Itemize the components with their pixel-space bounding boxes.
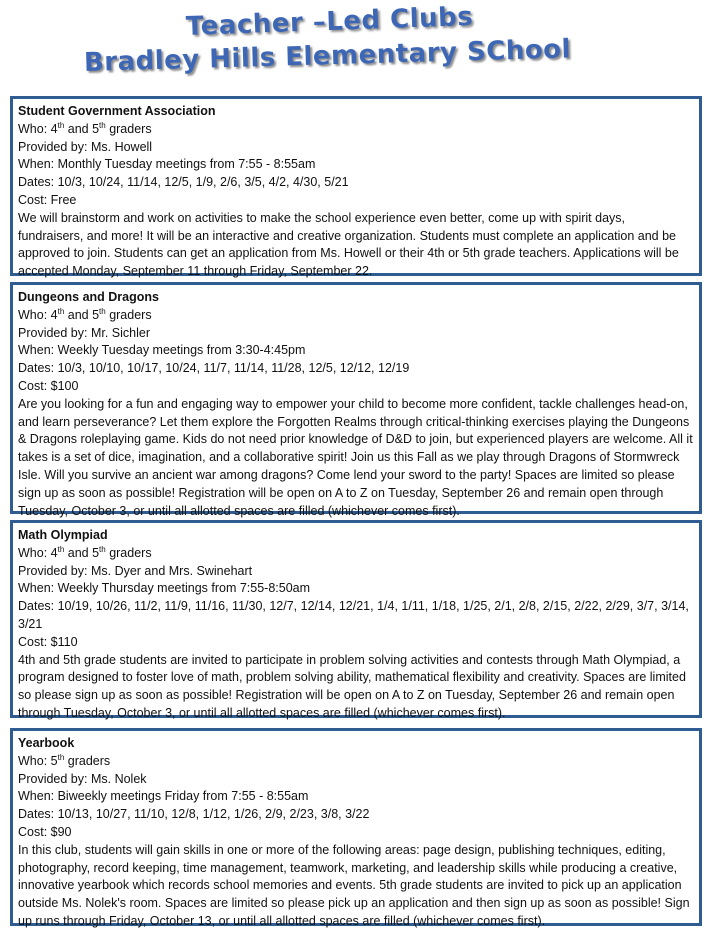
club-dates: Dates: 10/19, 10/26, 11/2, 11/9, 11/16, 11/30, 12/7, 12/14, 12/21, 1/4, 1/11, 1/18, 1/25, 2/1, 2/8, 2/15, 2/22, 2/29, 3/7, 3/14, 3/21	[18, 599, 689, 631]
club-cost: Cost: $110	[18, 634, 78, 649]
club-cost: Cost: Free	[18, 192, 77, 207]
club-provider: Provided by: Ms. Dyer and Mrs. Swinehart	[18, 563, 253, 578]
document-title	[0, 0, 720, 92]
club-cost: Cost: $90	[18, 824, 72, 839]
club-provider: Provided by: Ms. Nolek	[18, 771, 147, 786]
club-cost: Cost: $100	[18, 378, 79, 393]
club-when: When: Biweekly meetings Friday from 7:55 - 8:55am	[18, 789, 309, 804]
club-card-math-olympiad	[10, 520, 702, 718]
club-dates: Dates: 10/3, 10/24, 11/14, 12/5, 1/9, 2/6, 3/5, 4/2, 4/30, 5/21	[18, 175, 349, 190]
club-who: Who: 4th and 5th graders	[18, 306, 152, 322]
club-provider: Provided by: Mr. Sichler	[18, 325, 150, 340]
club-when: When: Monthly Tuesday meetings from 7:55 - 8:55am	[18, 157, 316, 172]
club-description: In this club, students will gain skills in one or more of the following areas: page design, publishing techniques, editing, photography, record keeping, time management, teamwork, marketing, and leadership skills while producing a creative, innovative yearbook which records school memories and events. 5th grade students are invited to pick up an application outside Ms. Nolek's room. Spaces are limited so please pick up an application and then sign up as soon as possible! Sign up runs through Friday, October 13, or until all allotted spaces are filled (whichever comes first).	[18, 842, 690, 928]
club-card-student-government	[10, 96, 702, 279]
club-when: When: Weekly Thursday meetings from 7:55-8:50am	[18, 581, 311, 596]
title-line-1: Teacher –Led Clubs	[185, 1, 474, 42]
club-name: Yearbook	[18, 736, 75, 750]
club-name: Math Olympiad	[18, 528, 108, 542]
club-when: When: Weekly Tuesday meetings from 3:30-4:45pm	[18, 343, 306, 358]
club-name: Student Government Association	[18, 104, 216, 118]
club-description: Are you looking for a fun and engaging way to empower your child to become more confident, tackle challenges head-on, and learn perseverance? Let them explore the Forgotten Realms through critical-thinking exercises playing the Dungeons & Dragons roleplaying game. Kids do not need prior knowledge of D&D to join, but experienced players are welcome. All it takes is a set of dice, imagination, and a collaborative spirit! Join us this Fall as we play through Dragons of Stormwreck Isle. Will you survive an ancient war among dragons? Come lend your sword to the party! Spaces are limited so please sign up as soon as possible! Registration will be open on A to Z on Tuesday, September 26 and remain open through Tuesday, October 3, or until all allotted spaces are filled (whichever comes first).	[18, 396, 693, 518]
club-who: Who: 4th and 5th graders	[18, 544, 152, 560]
club-dates: Dates: 10/13, 10/27, 11/10, 12/8, 1/12, 1/26, 2/9, 2/23, 3/8, 3/22	[18, 807, 370, 822]
club-description: We will brainstorm and work on activities to make the school experience even better, come up with spirit days, fundraisers, and more! It will be an interactive and creative organization. Students must complete an application and be approved to join. Students can get an application from Ms. Howell or their 4th or 5th grade teachers. Applications will be accepted Monday, September 11 through Friday, September 22.	[18, 210, 679, 279]
club-who: Who: 5th graders	[18, 752, 111, 768]
club-name: Dungeons and Dragons	[18, 290, 159, 304]
club-who: Who: 4th and 5th graders	[18, 120, 152, 136]
club-card-dungeons-and-dragons	[10, 282, 702, 518]
club-description: 4th and 5th grade students are invited to participate in problem solving activities and contests through Math Olympiad, a program designed to foster love of math, problem solving ability, mathematical flexibility and creativity. Spaces are limited so please sign up as soon as possible! Registration will be open on A to Z on Tuesday, September 26 and remain open through Tuesday, October 3, or until all allotted spaces are filled (whichever comes first).	[18, 652, 686, 720]
club-card-yearbook	[10, 728, 702, 926]
title-line-2: Bradley Hills Elementary SChool	[83, 34, 572, 78]
club-dates: Dates: 10/3, 10/10, 10/17, 10/24, 11/7, 11/14, 11/28, 12/5, 12/12, 12/19	[18, 361, 410, 376]
club-provider: Provided by: Ms. Howell	[18, 139, 153, 154]
